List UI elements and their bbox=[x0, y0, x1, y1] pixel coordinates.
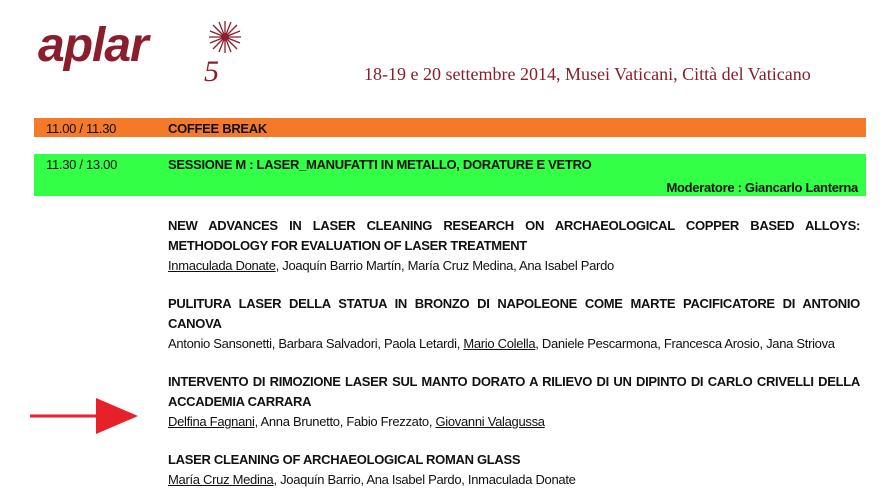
logo-text: aplar bbox=[38, 19, 148, 72]
author: Antonio Sansonetti bbox=[168, 336, 272, 351]
author: Joaquín Barrio bbox=[280, 472, 361, 487]
talk-authors: Antonio Sansonetti, Barbara Salvadori, Paola Letardi, Mario Colella, Daniele Pescarmona, Francesca Arosio, Jana Striova bbox=[168, 336, 835, 351]
author: María Cruz Medina bbox=[407, 258, 514, 273]
talk-authors: Inmaculada Donate, Joaquín Barrio Martín, María Cruz Medina, Ana Isabel Pardo bbox=[168, 258, 614, 273]
author: Daniele Pescarmona bbox=[541, 336, 658, 351]
author: Ana Isabel Pardo bbox=[366, 472, 462, 487]
talk-item bbox=[168, 216, 860, 276]
red-arrow-icon bbox=[30, 396, 140, 436]
author-presenting[interactable]: María Cruz Medina bbox=[168, 472, 274, 487]
author-presenting[interactable]: Mario Colella bbox=[463, 336, 536, 351]
author: Joaquín Barrio Martín bbox=[282, 258, 401, 273]
talk-authors: María Cruz Medina, Joaquín Barrio, Ana Isabel Pardo, Inmaculada Donate bbox=[168, 472, 576, 487]
talk-title: NEW ADVANCES IN LASER CLEANING RESEARCH ON ARCHAEOLOGICAL COPPER BASED ALLOYS: METHODOLOGY FOR EVALUATION OF LASER TREATMENT bbox=[168, 218, 860, 253]
coffee-break-label: COFFEE BREAK bbox=[168, 121, 267, 136]
author: Francesca Arosio bbox=[663, 336, 760, 351]
event-info: 18-19 e 20 settembre 2014, Musei Vaticani, Città del Vaticano bbox=[364, 64, 811, 84]
talk-title: PULITURA LASER DELLA STATUA IN BRONZO DI NAPOLEONE COME MARTE PACIFICATORE DI ANTONIO CANOVA bbox=[168, 296, 860, 331]
author: Ana Isabel Pardo bbox=[519, 258, 614, 273]
author: Paola Letardi bbox=[383, 336, 457, 351]
author-presenting[interactable]: Delfina Fagnani bbox=[168, 414, 255, 429]
laser-star-icon bbox=[208, 20, 242, 54]
coffee-break-time: 11.00 / 11.30 bbox=[46, 121, 117, 136]
talk-item bbox=[168, 450, 860, 490]
session-time: 11.30 / 13.00 bbox=[46, 157, 118, 172]
talk-item bbox=[168, 294, 860, 354]
talk-authors: Delfina Fagnani, Anna Brunetto, Fabio Frezzato, Giovanni Valagussa bbox=[168, 414, 545, 429]
author: Fabio Frezzato bbox=[346, 414, 429, 429]
author-presenting[interactable]: Giovanni Valagussa bbox=[435, 414, 545, 429]
session-title: SESSIONE M : LASER_MANUFATTI IN METALLO, DORATURE E VETRO bbox=[168, 157, 592, 172]
author: Jana Striova bbox=[766, 336, 835, 351]
author-presenting[interactable]: Inmaculada Donate bbox=[168, 258, 276, 273]
logo bbox=[38, 19, 219, 88]
author: Anna Brunetto bbox=[260, 414, 340, 429]
author: Barbara Salvadori bbox=[278, 336, 378, 351]
session-moderator: Moderatore : Giancarlo Lanterna bbox=[666, 180, 858, 195]
coffee-break-row bbox=[34, 118, 866, 137]
session-row bbox=[34, 154, 866, 196]
logo-number: 5 bbox=[204, 55, 219, 88]
author: Inmaculada Donate bbox=[467, 472, 576, 487]
talk-item bbox=[168, 372, 860, 432]
talk-title: LASER CLEANING OF ARCHAEOLOGICAL ROMAN GLASS bbox=[168, 452, 521, 467]
talk-title: INTERVENTO DI RIMOZIONE LASER SUL MANTO DORATO A RILIEVO DI UN DIPINTO DI CARLO CRIVELLI DELLA ACCADEMIA CARRARA bbox=[168, 374, 860, 409]
